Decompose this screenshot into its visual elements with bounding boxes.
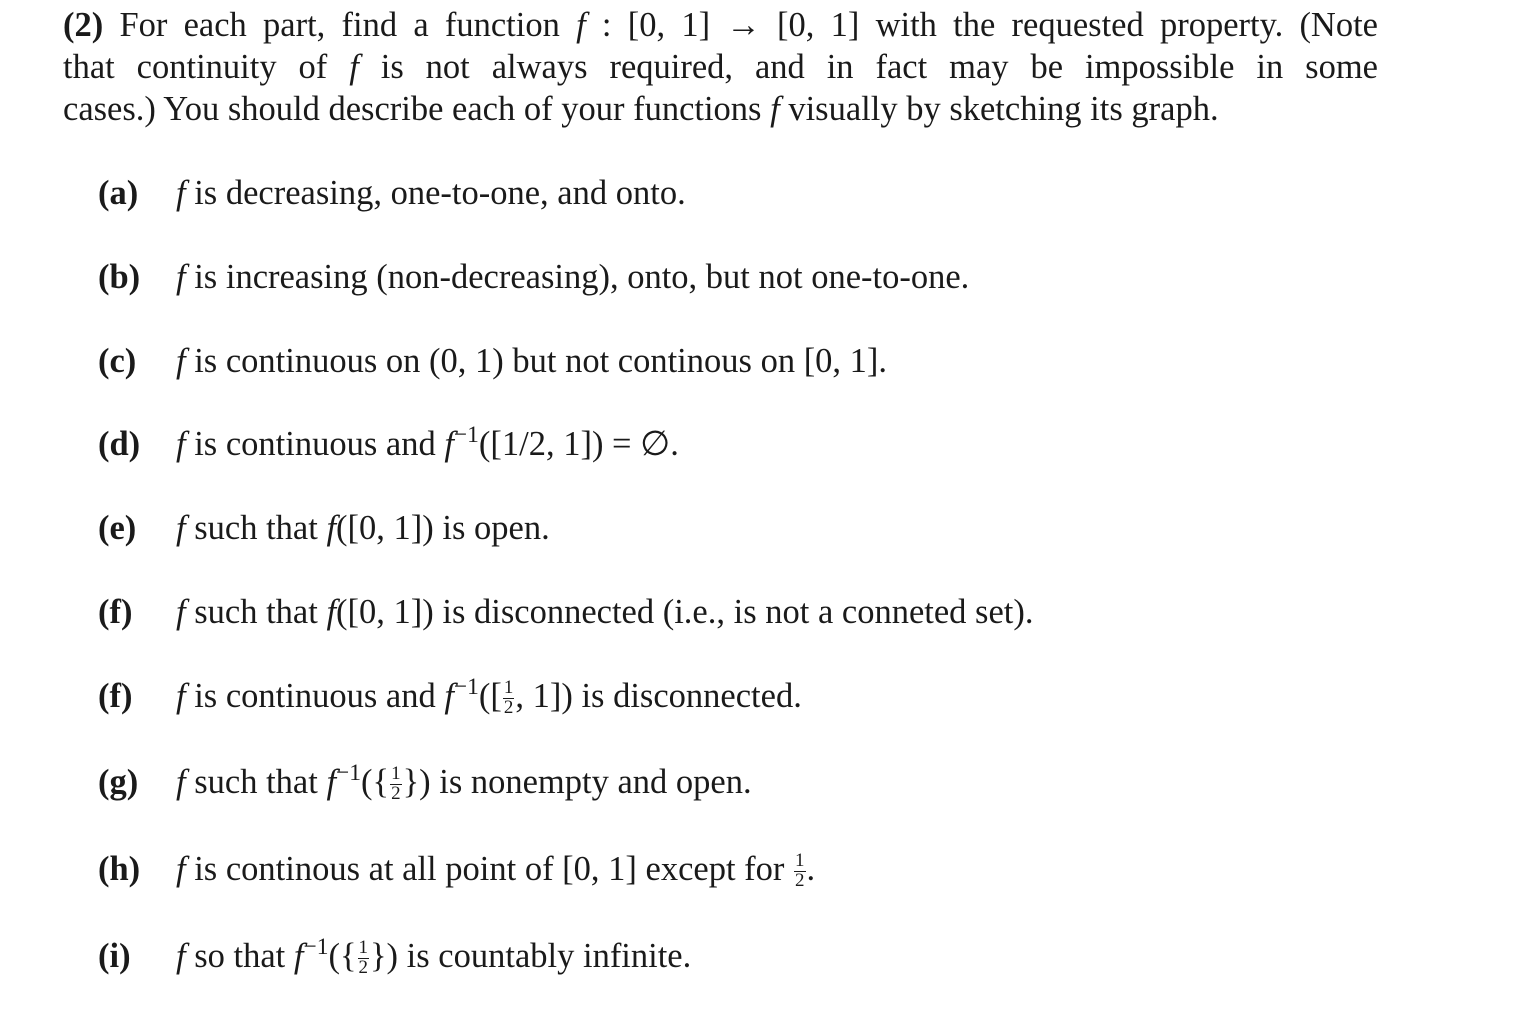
part-e: (e) f such that f([0, 1]) is open. — [98, 509, 550, 547]
part-label: (c) — [98, 342, 137, 380]
part-label: (f) — [98, 593, 133, 631]
fraction-one-half: $\frac{1}{2}$ — [358, 937, 368, 979]
intro-line-1: (2) For each part, find a function f : [0, 1] → [0, 1] with the requested property. (Note — [63, 6, 1378, 44]
fraction-one-half: $\frac{1}{2}$ — [503, 677, 514, 719]
problem-intro — [63, 4, 1378, 130]
part-label: (a) — [98, 174, 139, 212]
part-label: (g) — [98, 763, 139, 801]
intro-line-2: that continuity of f is not always required, and in fact may be impossible in some — [63, 48, 1378, 86]
fraction-one-half: $\frac{1}{2}$ — [391, 763, 401, 805]
part-d: (d) f is continuous and $f^{-1}([1/2$, 1]) = ∅. — [98, 422, 679, 463]
fraction-one-half: $\frac{1}{2}$ — [795, 850, 805, 892]
part-f-second: (f) f is continuous and $f^{-1}$([ $\frac{1}{2}$ , 1]) is disconnected. — [98, 674, 802, 719]
part-c: (c) f is continuous on (0, 1) but not continous on [0, 1]. — [98, 342, 888, 380]
part-a: (a) f is decreasing, one-to-one, and onto. — [98, 174, 686, 212]
intro-line-3: cases.) You should describe each of your functions f visually by sketching its graph. — [63, 90, 1219, 128]
part-label: (f) — [98, 677, 133, 715]
part-h: (h) f is continous at all point of [0, 1] except for $\frac{1}{2}$ . — [98, 850, 816, 892]
part-label: (i) — [98, 937, 131, 975]
part-label: (e) — [98, 509, 137, 547]
part-g: (g) f such that $f^{-1}$({ $\frac{1}{2}$ }) is nonempty and open. — [98, 760, 752, 805]
part-label: (d) — [98, 425, 141, 463]
part-f: (f) f such that f([0, 1]) is disconnected (i.e., is not a conneted set). — [98, 593, 1034, 631]
part-label: (b) — [98, 258, 141, 296]
part-label: (h) — [98, 850, 141, 888]
part-i: (i) f so that $f^{-1}$({ $\frac{1}{2}$ }) is countably infinite. — [98, 934, 692, 979]
problem-number: (2) — [63, 6, 104, 44]
part-b: (b) f is increasing (non-decreasing), onto, but not one-to-one. — [98, 258, 970, 296]
